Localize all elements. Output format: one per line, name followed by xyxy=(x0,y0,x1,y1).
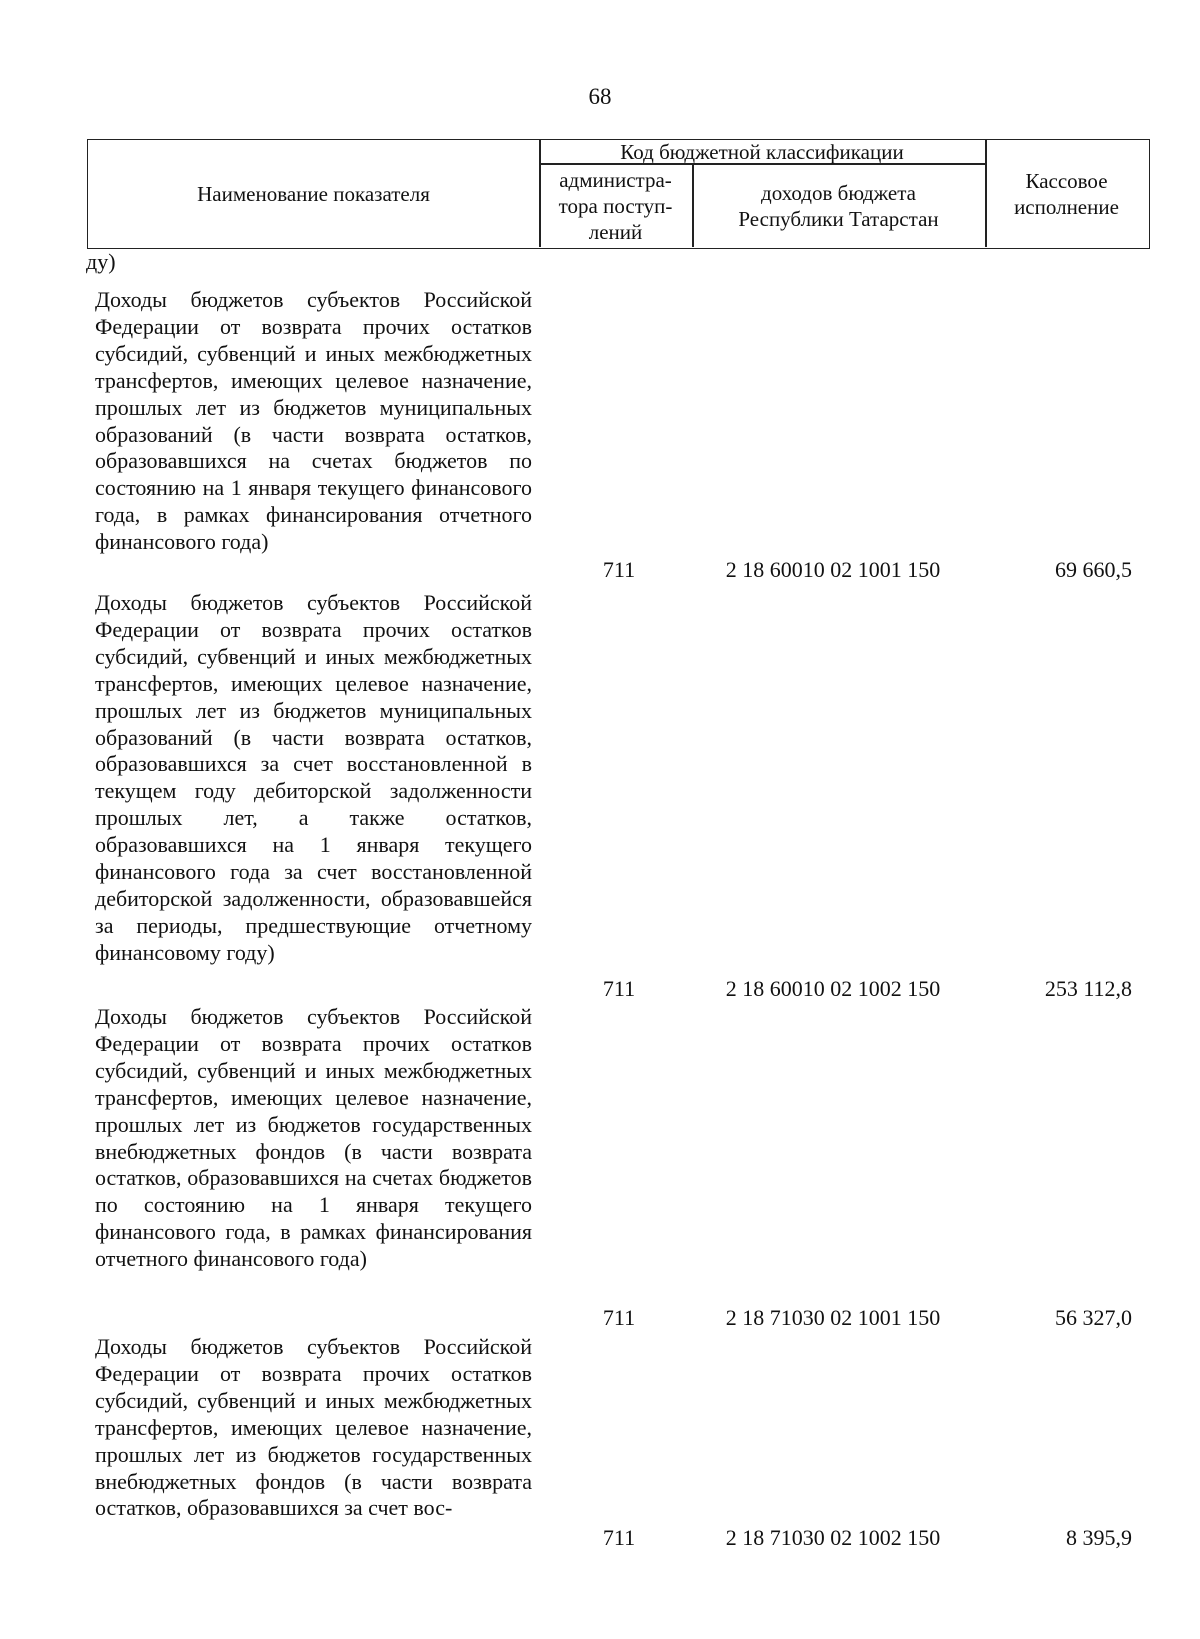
header-cash-execution-column xyxy=(985,140,1148,247)
row-2-name: Доходы бюджетов субъектов Российской Федерации от возврата прочих остатков субсидий, субвенций и иных межбюджетных трансфертов, имеющих целевое назначение, прошлых лет из бюджетов муниципальных образований (в части возврата остатков, образовавшихся за счет восстановленной в текущем году дебиторской задолженности прошлых лет, а также остатков, образовавшихся на 1 января текущего финансового года за счет восстановленной дебиторской задолженности, образовавшейся за периоды, предшествующие отчетному финансовому году) xyxy=(95,590,532,965)
table-header xyxy=(87,139,1150,249)
row-3-admin-code: 711 xyxy=(602,1305,636,1330)
row-4-income-code: 2 18 71030 02 1002 150 xyxy=(725,1525,941,1550)
header-income-code-line: доходов бюджета xyxy=(761,180,916,205)
row-3-name: Доходы бюджетов субъектов Российской Федерации от возврата прочих остатков субсидий, субвенций и иных межбюджетных трансфертов, имеющих целевое назначение, прошлых лет из бюджетов государственных внебюджетных фондов (в части возврата остатков, образовавшихся на счетах бюджетов по состоянию на 1 января текущего финансового года, в рамках финансирования отчетного финансового года) xyxy=(95,1004,532,1272)
header-administrator-line: администра- xyxy=(559,167,672,192)
row-3-amount: 56 327,0 xyxy=(1055,1305,1132,1330)
row-4-admin-code: 711 xyxy=(602,1525,636,1550)
row-4-amount: 8 395,9 xyxy=(1066,1525,1132,1550)
row-4-name: Доходы бюджетов субъектов Российской Федерации от возврата прочих остатков субсидий, субвенций и иных межбюджетных трансфертов, имеющих целевое назначение, прошлых лет из бюджетов государственных внебюджетных фондов (в части возврата остатков, образовавшихся за счет вос- xyxy=(95,1334,532,1521)
header-administrator-column xyxy=(539,164,692,247)
header-cash-execution-line: исполнение xyxy=(1014,194,1119,219)
header-administrator-line: лений xyxy=(588,219,643,244)
header-income-code-column xyxy=(692,164,985,247)
header-income-code-line: Республики Татарстан xyxy=(738,206,939,231)
header-name-column: Наименование показателя xyxy=(197,181,430,206)
continued-text: ду) xyxy=(86,249,116,274)
header-administrator-line: тора поступ- xyxy=(558,193,673,218)
row-2-income-code: 2 18 60010 02 1002 150 xyxy=(725,976,941,1001)
row-1-admin-code: 711 xyxy=(602,557,636,582)
header-cash-execution-line: Кассовое xyxy=(1025,168,1108,193)
row-1-name: Доходы бюджетов субъектов Российской Федерации от возврата прочих остатков субсидий, субвенций и иных межбюджетных трансфертов, имеющих целевое назначение, прошлых лет из бюджетов муниципальных образований (в части возврата остатков, образовавшихся на счетах бюджетов по состоянию на 1 января текущего финансового года, в рамках финансирования отчетного финансового года) xyxy=(95,287,532,555)
row-1-income-code: 2 18 60010 02 1001 150 xyxy=(725,557,941,582)
row-1-amount: 69 660,5 xyxy=(1055,557,1132,582)
row-3-income-code: 2 18 71030 02 1001 150 xyxy=(725,1305,941,1330)
row-2-amount: 253 112,8 xyxy=(1044,976,1132,1001)
header-budget-code-group: Код бюджетной классификации xyxy=(620,140,904,164)
page-number: 68 xyxy=(588,84,612,109)
row-2-admin-code: 711 xyxy=(602,976,636,1001)
